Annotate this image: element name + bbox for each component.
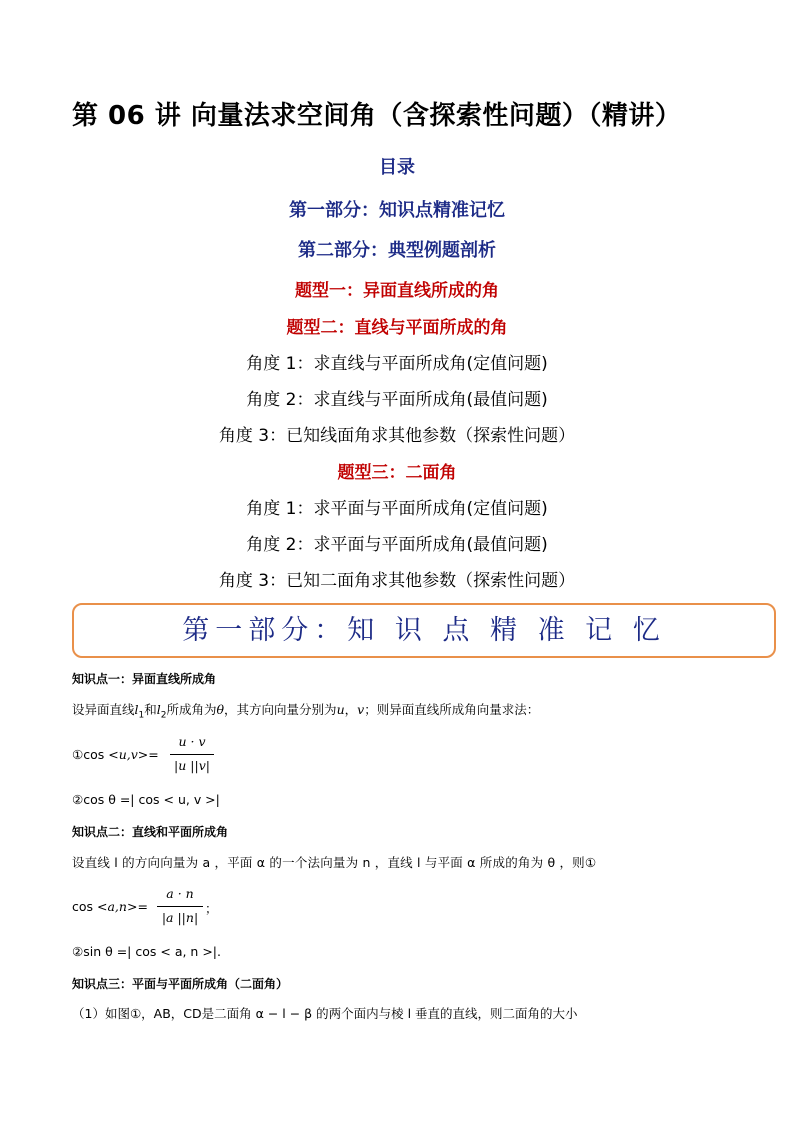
kp3-text: （1）如图①，AB，CD是二面角 α − l − β 的两个面内与棱 l 垂直的直线，则二面角的大小 xyxy=(72,1006,578,1021)
kp2-f1-fraction xyxy=(157,886,203,930)
toc-type1[interactable]: 题型一：异面直线所成的角 xyxy=(295,281,499,301)
kp2-f1-end: ； xyxy=(205,901,218,916)
section-banner xyxy=(72,603,776,658)
kp2-f1-vars: a,n xyxy=(107,899,127,914)
kp1-f1-prefix: ①cos < xyxy=(72,747,119,762)
kp1-l2: l xyxy=(156,702,161,717)
kp1-formula2: ②cos θ =| cos < u, v >| xyxy=(72,792,220,807)
kp1-f1-den: |u ||v| xyxy=(174,758,210,773)
toc-type3-angle1[interactable]: 角度 1：求平面与平面所成角(定值问题) xyxy=(246,499,548,519)
kp1-text-c: ，其方向向量分别为 xyxy=(224,702,337,717)
kp1-and: 和 xyxy=(144,702,157,717)
page-title: 第 06 讲 向量法求空间角（含探索性问题）（精讲） xyxy=(72,101,682,131)
toc-type2-angle1[interactable]: 角度 1：求直线与平面所成角(定值问题) xyxy=(246,354,548,374)
toc-type2[interactable]: 题型二：直线与平面所成的角 xyxy=(286,318,508,338)
kp2-f1-num: a · n xyxy=(166,886,194,901)
kp1-heading: 知识点一：异面直线所成角 xyxy=(72,672,217,686)
kp2-formula1 xyxy=(72,899,148,914)
toc-type3[interactable]: 题型三：二面角 xyxy=(337,463,457,483)
kp3-heading: 知识点三：平面与平面所成角（二面角） xyxy=(72,977,289,991)
kp1-f1-eq: >= xyxy=(137,747,159,762)
kp1-f1-fraction xyxy=(170,734,214,778)
kp1-text-b: 所成角为 xyxy=(166,702,217,717)
kp1-text-d: ；则异面直线所成角向量求法： xyxy=(364,702,540,717)
kp1-v: v xyxy=(357,702,365,717)
kp1-text-a: 设异面直线 xyxy=(72,702,135,717)
kp2-f1-bar xyxy=(157,906,203,907)
toc-part1[interactable]: 第一部分：知识点精准记忆 xyxy=(289,200,505,221)
kp1-theta: θ xyxy=(216,702,225,717)
kp2-heading: 知识点二：直线和平面所成角 xyxy=(72,825,229,839)
kp2-f1-den: |a ||n| xyxy=(161,910,199,925)
kp1-sub2: 2 xyxy=(160,710,167,721)
toc-type2-angle3[interactable]: 角度 3：已知线面角求其他参数（探索性问题） xyxy=(218,426,576,446)
kp2-text: 设直线 l 的方向向量为 a ，平面 α 的一个法向量为 n ，直线 l 与平面 α 所成的角为 θ ，则① xyxy=(72,855,597,870)
kp1-f1-vars: u,v xyxy=(118,747,138,762)
toc-type3-angle3[interactable]: 角度 3：已知二面角求其他参数（探索性问题） xyxy=(218,571,576,591)
kp1-l1: l xyxy=(134,702,139,717)
kp1-text xyxy=(72,700,539,721)
kp1-u: u xyxy=(336,702,345,717)
toc-type2-angle2[interactable]: 角度 2：求直线与平面所成角(最值问题) xyxy=(246,390,548,410)
toc-part2[interactable]: 第二部分：典型例题剖析 xyxy=(298,240,496,261)
kp2-f1-prefix: cos < xyxy=(72,899,108,914)
toc-heading: 目录 xyxy=(379,157,415,178)
kp1-formula1 xyxy=(72,747,159,762)
banner-title: 第一部分：知 识 点 精 准 记 忆 xyxy=(182,615,666,646)
kp2-formula2: ②sin θ =| cos < a, n >|. xyxy=(72,944,221,959)
kp2-f1-eq: >= xyxy=(126,899,148,914)
kp1-f1-bar xyxy=(170,754,214,755)
kp1-sub1: 1 xyxy=(138,710,145,721)
kp1-f1-num: u · v xyxy=(178,734,206,749)
kp1-comma: ， xyxy=(344,702,358,717)
toc-type3-angle2[interactable]: 角度 2：求平面与平面所成角(最值问题) xyxy=(246,535,548,555)
